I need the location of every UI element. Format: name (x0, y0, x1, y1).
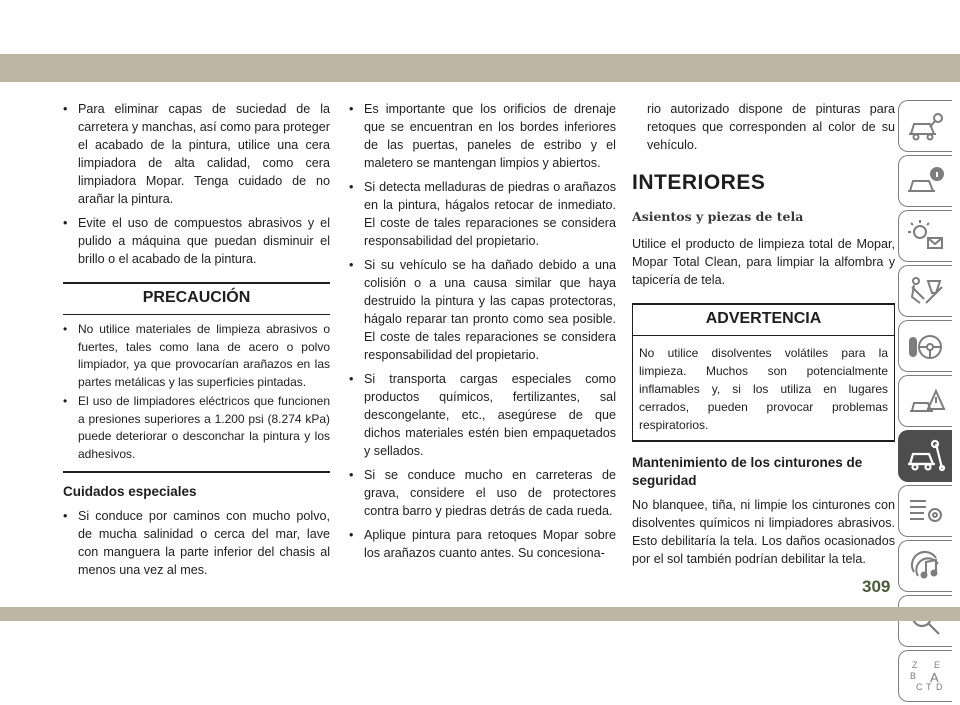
list-item: • Si detecta melladuras de piedras o arañazos en la pintura, hágalos retocar de inmediato. El coste de tales reparaciones se considera responsabilidad del propietario. (349, 180, 616, 248)
car-info-icon (906, 163, 946, 199)
warning-box (632, 303, 895, 442)
tab-index[interactable] (898, 650, 952, 702)
tab-warning-lights[interactable] (898, 210, 952, 262)
airbag-seatbelt-icon (906, 273, 946, 309)
alphabet-index-icon (906, 658, 946, 694)
page-number: 309 (862, 577, 891, 596)
section-heading: Asientos y piezas de tela (632, 209, 804, 224)
header-band (0, 54, 960, 82)
svg-text:D: D (935, 682, 942, 692)
list-item: • Para eliminar capas de suciedad de la carretera y manchas, así como para proteger el acabado de la pintura, utilice una cera limpiadora de alta calidad, como cera limpiadora Mopar. Tenga cuidado de no arañar la pintura. (63, 102, 330, 206)
continuation-text: rio autorizado dispone de pinturas para retoques que corresponden al color de su vehículo. (647, 102, 895, 152)
steering-wheel-icon (906, 328, 946, 364)
warning-title: ADVERTENCIA (633, 305, 894, 336)
svg-text:C: C (915, 682, 922, 692)
multimedia-music-icon (906, 548, 946, 584)
list-item: • Evite el uso de compuestos abrasivos y el pulido a máquina que puedan disminuir el brillo o el acabado de la pintura. (63, 216, 330, 266)
list-item: • Aplique pintura para retoques Mopar sobre los arañazos cuanto antes. Su concesiona- (349, 528, 616, 560)
tab-instrument-panel[interactable] (898, 155, 952, 207)
car-service-wrench-icon (906, 438, 946, 474)
column-3 (632, 100, 895, 568)
svg-text:B: B (909, 671, 916, 681)
roadside-warning-icon (906, 383, 946, 419)
footer-band (0, 607, 960, 621)
list-item: • No utilice materiales de limpieza abrasivos o fuertes, tales como lana de acero o polvo limpiador, ya que provocarían arañazos en las partes metálicas y las superficies pintadas. (63, 322, 330, 389)
column-1 (63, 100, 330, 585)
svg-text:Z: Z (911, 660, 917, 670)
svg-text:T: T (925, 682, 931, 692)
tab-emergency[interactable] (898, 375, 952, 427)
tab-safety[interactable] (898, 265, 952, 317)
page-title: INTERIORES (632, 171, 766, 194)
caution-box (63, 282, 330, 473)
list-item: • Si se conduce mucho en carreteras de grava, considere el uso de protectores contra barro y piedras detrás de cada rueda. (349, 468, 616, 518)
section-paragraph: Utilice el producto de limpieza total de Mopar, Mopar Total Clean, para limpiar la alfombra y tapicería de tela. (632, 237, 895, 287)
belts-paragraph: No blanquee, tiña, ni limpie los cinturones con disolventes químicos ni limpiadores abrasivos. Esto debilitaría la tela. Los daños ocasionados por el sol también podrían debilitar la tela. (632, 498, 895, 566)
tab-customer-assistance[interactable] (898, 595, 952, 647)
list-item: • Es importante que los orificios de drenaje que se encuentran en los bordes inferiores de las puertas, paneles de estribo y el maletero se mantengan limpios y abiertos. (349, 102, 616, 170)
caution-title: PRECAUCIÓN (63, 284, 330, 315)
list-item: • El uso de limpiadores eléctricos que funcionen a presiones superiores a 1.200 psi (8.274 kPa) puede deteriorar o desconchar la pintura y los adhesivos. (63, 394, 330, 461)
list-item: • Si transporta cargas especiales como productos químicos, fertilizantes, sal descongelante, etc., asegúrese de que dichos materiales estén bien empaquetados y sellados. (349, 372, 616, 458)
tab-technical-specifications[interactable] (898, 485, 952, 537)
specifications-gear-icon (906, 493, 946, 529)
tab-starting-operating[interactable] (898, 320, 952, 372)
tab-servicing-maintenance[interactable] (898, 430, 952, 482)
tab-getting-to-know[interactable] (898, 100, 952, 152)
svg-text:A: A (929, 670, 939, 685)
svg-text:E: E (933, 660, 940, 670)
belts-heading: Mantenimiento de los cinturones de seguridad (632, 455, 863, 488)
tab-multimedia[interactable] (898, 540, 952, 592)
warning-text: No utilice disolventes volátiles para la limpieza. Muchos son potencialmente inflamables y, si los utiliza en lugares cerrados, pueden provocar problemas respiratorios. (639, 346, 888, 432)
car-key-icon (906, 108, 946, 144)
list-item: • Si conduce por caminos con mucho polvo, de mucha salinidad o cerca del mar, lave con manguera la parte inferior del chasis al menos una vez al mes. (63, 509, 330, 577)
special-care-heading: Cuidados especiales (63, 484, 197, 499)
column-2 (349, 100, 616, 568)
warning-lights-message-icon (906, 218, 946, 254)
list-item: • Si su vehículo se ha dañado debido a una colisión o a una causa similar que haya destruido la pintura y las capas protectoras, hágalo reparar tan pronto como sea posible. El coste de tales reparaciones se considera responsabilidad del propietario. (349, 258, 616, 362)
